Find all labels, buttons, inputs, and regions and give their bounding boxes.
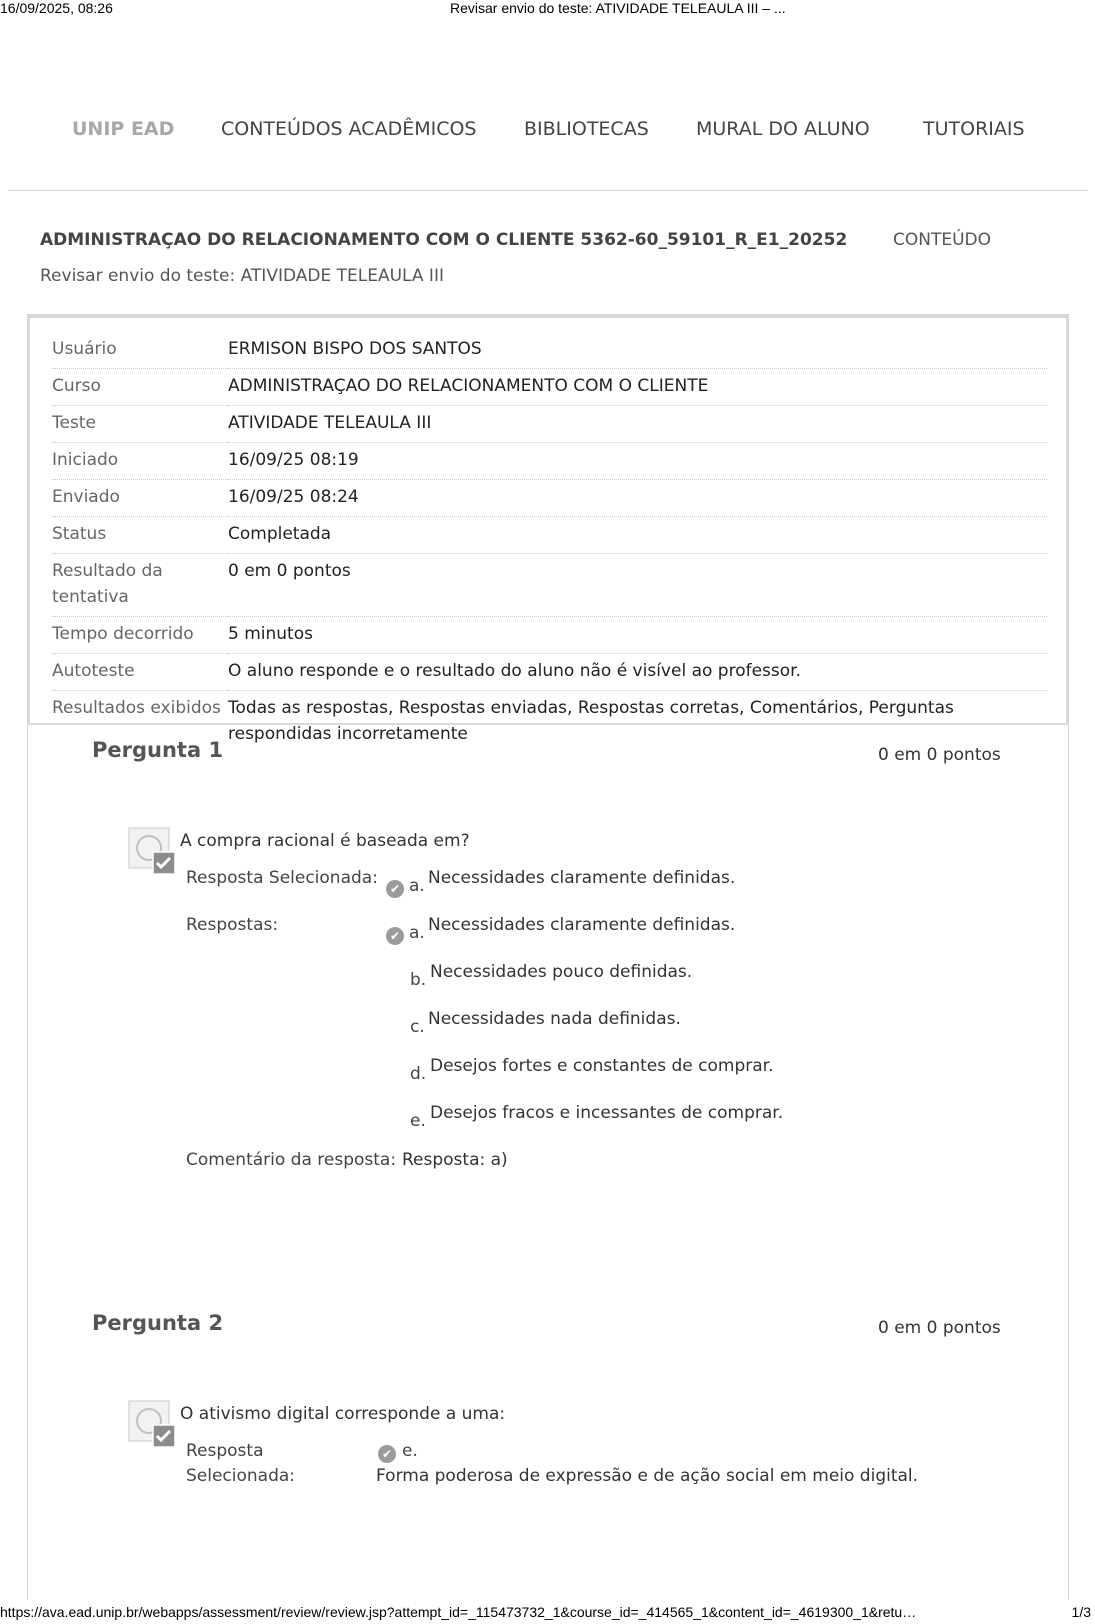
info-label: Teste	[52, 406, 228, 443]
answer-comment-label: Comentário da resposta:	[186, 1150, 397, 1170]
info-label: Autoteste	[52, 654, 228, 691]
selected-answer-label-line-2: Selecionada:	[186, 1466, 296, 1486]
info-value: 16/09/25 08:19	[228, 443, 1047, 480]
info-label: Tempo decorrido	[52, 617, 228, 654]
selected-answer-text: Necessidades claramente definidas.	[428, 868, 736, 888]
answer-comment: Resposta: a)	[402, 1150, 508, 1170]
print-page-number: 1/3	[1071, 1604, 1091, 1620]
correct-check-icon: ✔	[386, 880, 404, 898]
selected-answer-label: Resposta Selecionada:	[186, 868, 378, 888]
question-1-text: A compra racional é baseada em?	[180, 831, 470, 851]
attempt-info-table	[52, 332, 1047, 753]
info-value: ERMISON BISPO DOS SANTOS	[228, 332, 1047, 369]
option-text: Necessidades pouco definidas.	[430, 962, 693, 982]
course-title[interactable]: ADMINISTRAÇAO DO RELACIONAMENTO COM O CLIENTE 5362-60_59101_R_E1_20252	[40, 230, 848, 250]
info-value: Completada	[228, 517, 1047, 554]
option-text: Desejos fracos e incessantes de comprar.	[430, 1103, 784, 1123]
selected-answer-text: Forma poderosa de expressão e de ação social em meio digital.	[376, 1466, 919, 1486]
info-label: Usuário	[52, 332, 228, 369]
info-value: 5 minutos	[228, 617, 1047, 654]
nav-brand-unip-ead[interactable]: UNIP EAD	[72, 118, 175, 140]
info-value: Todas as respostas, Respostas enviadas, Respostas corretas, Comentários, Perguntas respondidas incorretamente	[228, 698, 954, 744]
correct-check-icon: ✔	[386, 927, 404, 945]
info-row	[52, 554, 1047, 617]
print-footer	[0, 1604, 1095, 1624]
info-label: Iniciado	[52, 443, 228, 480]
option-letter: c.	[410, 1017, 425, 1037]
info-value: ADMINISTRAÇAO DO RELACIONAMENTO COM O CLIENTE	[228, 369, 1047, 406]
nav-item-mural-do-aluno[interactable]: MURAL DO ALUNO	[696, 118, 870, 140]
info-row	[52, 480, 1047, 517]
option-text: Necessidades claramente definidas.	[428, 915, 736, 935]
info-row	[52, 406, 1047, 443]
breadcrumb: Revisar envio do teste: ATIVIDADE TELEAULA III	[40, 266, 444, 286]
attempt-info-box	[28, 315, 1068, 744]
question-2-title: Pergunta 2	[92, 1311, 224, 1335]
question-1-points: 0 em 0 pontos	[878, 745, 1001, 765]
review-panel	[27, 314, 1069, 1600]
graded-question-icon	[128, 827, 176, 875]
info-label: Enviado	[52, 480, 228, 517]
top-navigation	[8, 110, 1088, 191]
info-label: Resultados exibidos	[52, 698, 221, 718]
print-title: Revisar envio do teste: ATIVIDADE TELEAULA III – ...	[450, 0, 786, 16]
selected-answer-letter: a.	[409, 876, 425, 896]
graded-question-icon	[128, 1400, 176, 1448]
selected-answer-label-line-1: Resposta	[186, 1441, 264, 1461]
info-row	[52, 617, 1047, 654]
info-value: O aluno responde e o resultado do aluno não é visível ao professor.	[228, 654, 1047, 691]
correct-check-icon: ✔	[378, 1445, 396, 1463]
info-row	[52, 654, 1047, 691]
print-date: 16/09/2025, 08:26	[0, 0, 113, 16]
option-letter: b.	[410, 970, 427, 990]
nav-item-bibliotecas[interactable]: BIBLIOTECAS	[524, 118, 649, 140]
info-value: 16/09/25 08:24	[228, 480, 1047, 517]
content-link[interactable]: CONTEÚDO	[893, 230, 992, 250]
question-2-text: O ativismo digital corresponde a uma:	[180, 1404, 506, 1424]
option-text: Necessidades nada definidas.	[428, 1009, 681, 1029]
answers-label: Respostas:	[186, 915, 279, 935]
info-row	[52, 332, 1047, 369]
option-text: Desejos fortes e constantes de comprar.	[430, 1056, 774, 1076]
info-value: ATIVIDADE TELEAULA III	[228, 406, 1047, 443]
option-letter: e.	[410, 1111, 426, 1131]
nav-item-conteudos-academicos[interactable]: CONTEÚDOS ACADÊMICOS	[221, 118, 477, 140]
info-row	[52, 369, 1047, 406]
print-header	[0, 0, 1095, 18]
option-letter: a.	[409, 923, 425, 943]
print-url: https://ava.ead.unip.br/webapps/assessment/review/review.jsp?attempt_id=_115473732_1&course_id=_414565_1&content_id=_4619300_1&retu…	[0, 1604, 917, 1620]
info-label: Curso	[52, 369, 228, 406]
info-label: Status	[52, 517, 228, 554]
info-value: 0 em 0 pontos	[228, 554, 1047, 617]
selected-answer-letter: e.	[402, 1441, 418, 1461]
info-row	[52, 517, 1047, 554]
option-letter: d.	[410, 1064, 427, 1084]
info-label: Resultado da tentativa	[52, 554, 228, 617]
question-1-title: Pergunta 1	[92, 738, 224, 762]
nav-item-tutoriais[interactable]: TUTORIAIS	[923, 118, 1025, 140]
question-2-points: 0 em 0 pontos	[878, 1318, 1001, 1338]
info-row	[52, 443, 1047, 480]
